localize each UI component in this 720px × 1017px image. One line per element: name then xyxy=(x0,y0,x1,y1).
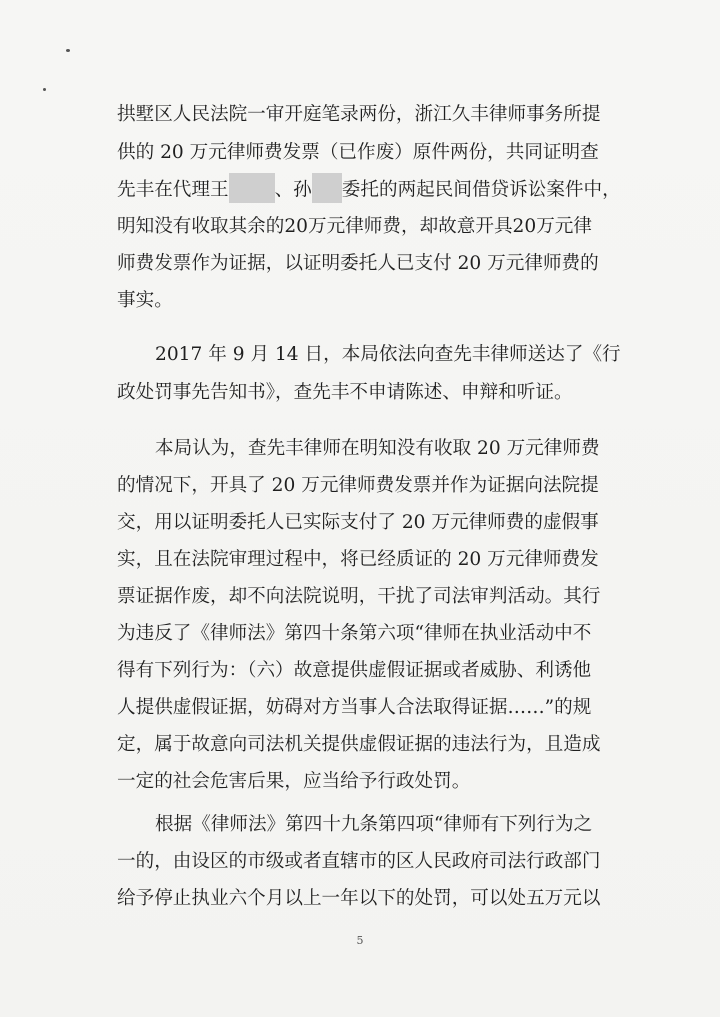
redaction-box xyxy=(229,173,275,203)
text-line: 本局认为，查先丰律师在明知没有收取 20 万元律师费 xyxy=(155,438,600,459)
scan-speck xyxy=(66,49,70,52)
redaction-box xyxy=(312,173,342,203)
text-line: 票证据作废，却不向法院说明，干扰了司法审判活动。其行 xyxy=(117,586,601,607)
text-segment: 委托的两起民间借贷诉讼案件中， xyxy=(341,179,621,201)
text-line: 根据《律师法》第四十九条第四项“律师有下列行为之 xyxy=(155,814,593,835)
text-line: 实，且在法院审理过程中，将已经质证的 20 万元律师费发 xyxy=(117,549,599,570)
text-line: 为违反了《律师法》第四十条第六项“律师在执业活动中不 xyxy=(117,623,592,644)
text-line: 明知没有收取其余的20万元律师费，却故意开具20万元律 xyxy=(117,216,592,237)
text-segment: 先丰在代理王 xyxy=(117,179,229,201)
page-number: 5 xyxy=(356,934,364,947)
text-segment: 、孙 xyxy=(274,179,312,201)
text-line: 供的 20 万元律师费发票（已作废）原件两份，共同证明查 xyxy=(117,142,599,163)
text-line: 的情况下，开具了 20 万元律师费发票并作为证据向法院提 xyxy=(117,475,599,496)
text-line: 一定的社会危害后果，应当给予行政处罚。 xyxy=(117,771,471,792)
scan-speck xyxy=(43,88,46,91)
text-line: 事实。 xyxy=(117,290,173,311)
text-line: 人提供虚假证据，妨碍对方当事人合法取得证据……”的规 xyxy=(117,697,592,718)
text-line: 2017 年 9 月 14 日，本局依法向查先丰律师送达了《行 xyxy=(155,344,621,365)
text-line: 得有下列行为：（六）故意提供虚假证据或者威胁、利诱他 xyxy=(117,660,592,681)
text-line: 给予停止执业六个月以上一年以下的处罚，可以处五万元以 xyxy=(117,888,601,909)
text-line: 定，属于故意向司法机关提供虚假证据的违法行为，且造成 xyxy=(117,734,601,755)
text-line: 一的，由设区的市级或者直辖市的区人民政府司法行政部门 xyxy=(117,851,601,872)
text-line: 交，用以证明委托人已实际支付了 20 万元律师费的虚假事 xyxy=(117,512,599,533)
text-line: 师费发票作为证据，以证明委托人已支付 20 万元律师费的 xyxy=(117,253,599,274)
text-line: 拱墅区人民法院一审开庭笔录两份，浙江久丰律师事务所提 xyxy=(117,104,601,125)
text-line: 政处罚事先告知书》，查先丰不申请陈述、申辩和听证。 xyxy=(117,382,573,403)
text-line-with-redactions xyxy=(117,178,621,202)
